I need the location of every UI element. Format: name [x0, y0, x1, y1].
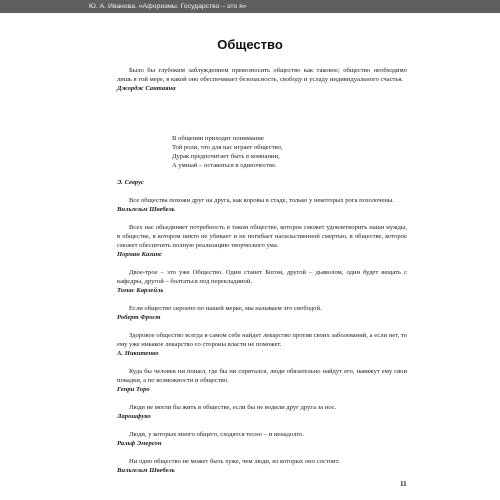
page-number: 11 — [400, 480, 407, 488]
running-head-text: Ю. А. Иванова. «Афоризмы. Государство – это я» — [89, 3, 247, 10]
aphorism-entry — [117, 304, 407, 322]
poem-line: А умный – оставаться в одиночестве. — [172, 162, 277, 169]
aphorism-entry — [117, 331, 407, 358]
aphorism-entry — [117, 268, 407, 295]
aphorism-author: Ральф Эмерсон — [117, 440, 162, 447]
aphorism-quote: Все общества похожи друг на друга, как коровы в стаде, только у некоторых рога позолочены. — [129, 197, 394, 204]
aphorism-quote: Люди не могли бы жить в обществе, если бы не водили друг друга за нос. — [129, 404, 337, 411]
aphorism-quote: Двое-трое – это уже Общество. Один станет Богом, другой – дьяволом, один будет вещать с кафедры, другой – болтаться под перекладиной. — [117, 269, 407, 285]
aphorism-entry — [117, 430, 407, 448]
aphorism-author: Ларошфуко — [117, 413, 151, 420]
aphorism-column — [117, 66, 407, 475]
poem-line: Дурак предпочитает быть в компании, — [172, 153, 280, 160]
poem — [172, 134, 407, 170]
aphorism-entry — [117, 66, 407, 93]
aphorism-quote: Куда бы человек ни пошел, где бы ни спрятался, люди обязательно найдут его, навяжут ему свои повадки, а по возможности и общество. — [117, 368, 407, 384]
aphorism-entry — [117, 367, 407, 394]
aphorism-author: Вильгельм Швебель — [117, 467, 175, 474]
aphorism-author: Роберт Фрост — [117, 314, 161, 321]
aphorism-author: Генри Торо — [117, 386, 150, 393]
aphorism-quote: Всех нас объединяет потребность в таком обществе, которое сможет удовлетворить наши нужды, в обществе, в котором никто не убивает и не погибает насильственной смертью, в обществе, которое сможет обеспечить полную реализацию творческого ума. — [117, 224, 407, 249]
aphorism-quote: Здоровое общество всегда в самом себе найдет лекарство против своих заболеваний, а если нет, то ему уже никакое лекарство со стороны власти не поможет. — [117, 332, 407, 348]
aphorism-entry — [117, 223, 407, 259]
poem-line: В общении приходит понимание — [172, 135, 264, 142]
aphorism-quote: Было бы глубоким заблуждением превозносить общество как таковое; общество необходимо лишь в той мере, в какой оно обеспечивает безопасность, свободу и усладу индивидуального счастья. — [117, 67, 407, 83]
aphorism-author: А. Никитенко — [117, 350, 159, 357]
aphorism-author: Томас Карлейль — [117, 287, 164, 294]
poem-author: Э. Севрус — [117, 179, 144, 186]
poem-line: Той роли, что для нас играет общество, — [172, 144, 283, 151]
aphorism-quote: Если общество скроено по нашей мерке, мы называем это свободой. — [129, 305, 322, 312]
aphorism-entry — [117, 403, 407, 421]
aphorism-entry — [117, 457, 407, 475]
aphorism-quote: Ни одно общество не может быть хуже, чем люди, из которых оно состоит. — [129, 458, 340, 465]
aphorism-entry — [117, 196, 407, 214]
aphorism-quote: Люди, у которых много общего, сходятся тесно – и ненадолго. — [129, 431, 304, 438]
page-title: Общество — [217, 37, 283, 52]
aphorism-author: Джордж Сантаяна — [117, 85, 176, 92]
aphorism-author: Вильгельм Швебель — [117, 206, 175, 213]
running-head — [0, 0, 500, 13]
poem-entry — [117, 134, 407, 187]
aphorism-author: Норман Казинс — [117, 251, 163, 258]
